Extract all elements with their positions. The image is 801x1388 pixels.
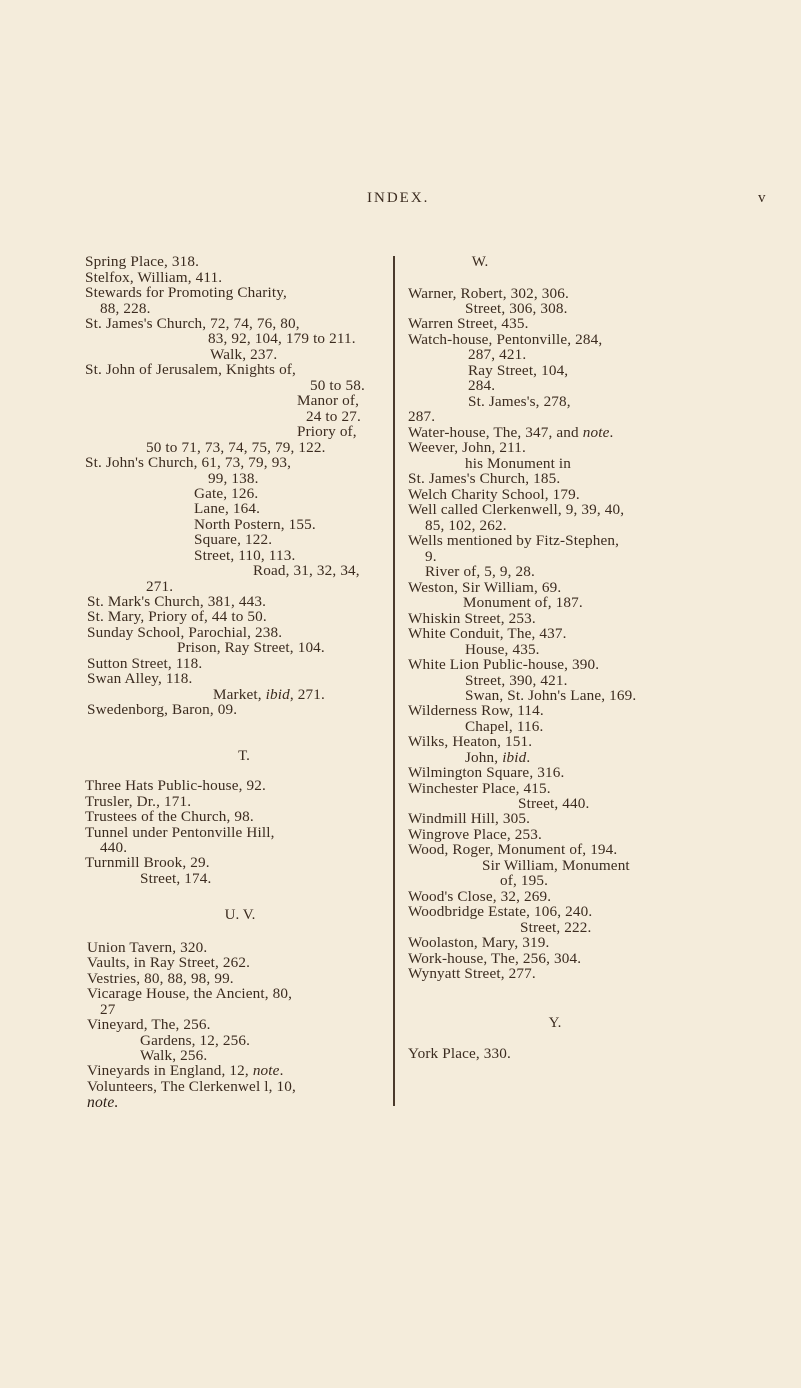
- index-entry: Priory of,: [297, 423, 357, 440]
- index-entry: 9.: [425, 548, 437, 565]
- index-entry: Walk, 256.: [140, 1047, 208, 1064]
- index-entry: John, ibid.: [465, 749, 531, 766]
- index-entry: White Conduit, The, 437.: [408, 625, 567, 642]
- index-entry: 50 to 58.: [310, 377, 365, 394]
- index-entry: Ray Street, 104,: [468, 362, 569, 379]
- index-entry: Warner, Robert, 302, 306.: [408, 285, 569, 302]
- index-entry: Wingrove Place, 253.: [408, 826, 542, 843]
- index-entry: Sutton Street, 118.: [87, 655, 203, 672]
- index-entry: Woolaston, Mary, 319.: [408, 934, 550, 951]
- index-entry: Wilderness Row, 114.: [408, 702, 544, 719]
- index-entry: Street, 440.: [518, 795, 590, 812]
- index-entry: 88, 228.: [100, 300, 151, 317]
- index-entry: Street, 222.: [520, 919, 592, 936]
- index-entry: Vaults, in Ray Street, 262.: [87, 954, 251, 971]
- index-entry: Weever, John, 211.: [408, 439, 526, 456]
- index-entry: note.: [87, 1094, 119, 1111]
- index-entry: Whiskin Street, 253.: [408, 610, 536, 627]
- index-entry: St. John's Church, 61, 73, 79, 93,: [85, 454, 292, 471]
- index-entry: Street, 306, 308.: [465, 300, 568, 317]
- index-entry: Street, 174.: [140, 870, 212, 887]
- index-entry: 27: [100, 1001, 116, 1018]
- index-entry: Water-house, The, 347, and note.: [408, 424, 614, 441]
- index-entry: Trustees of the Church, 98.: [85, 808, 254, 825]
- index-entry: St. James's, 278,: [468, 393, 571, 410]
- index-entry: 271.: [146, 578, 174, 595]
- index-entry: Vicarage House, the Ancient, 80,: [87, 985, 293, 1002]
- index-entry: 24 to 27.: [306, 408, 361, 425]
- index-entry: 99, 138.: [208, 470, 259, 487]
- index-entry: Square, 122.: [194, 531, 273, 548]
- index-entry: Union Tavern, 320.: [87, 939, 208, 956]
- index-entry: Wynyatt Street, 277.: [408, 965, 536, 982]
- column-divider: [393, 256, 395, 1106]
- index-entry: Street, 110, 113.: [194, 547, 296, 564]
- index-entry: White Lion Public-house, 390.: [408, 656, 600, 673]
- index-entry: Watch-house, Pentonville, 284,: [408, 331, 603, 348]
- index-entry: Lane, 164.: [194, 500, 261, 517]
- index-entry: Wilmington Square, 316.: [408, 764, 565, 781]
- index-entry: St. James's Church, 185.: [408, 470, 561, 487]
- index-entry: Vineyard, The, 256.: [87, 1016, 211, 1033]
- index-entry: 50 to 71, 73, 74, 75, 79, 122.: [146, 439, 326, 456]
- index-entry: Three Hats Public-house, 92.: [85, 777, 266, 794]
- index-entry: Street, 390, 421.: [465, 672, 568, 689]
- index-entry: 284.: [468, 377, 496, 394]
- index-entry: Woodbridge Estate, 106, 240.: [408, 903, 593, 920]
- section-heading-t: T.: [238, 748, 250, 764]
- index-entry: Wells mentioned by Fitz-Stephen,: [408, 532, 620, 549]
- index-entry: Road, 31, 32, 34,: [253, 562, 360, 579]
- index-entry: York Place, 330.: [408, 1045, 511, 1062]
- page-number: v: [758, 190, 768, 206]
- index-entry: Walk, 237.: [210, 346, 278, 363]
- index-entry: Swan Alley, 118.: [87, 670, 193, 687]
- index-entry: Vineyards in England, 12, note.: [87, 1062, 284, 1079]
- index-entry: 287.: [408, 408, 436, 425]
- index-entry: 83, 92, 104, 179 to 211.: [208, 330, 356, 347]
- index-entry: Well called Clerkenwell, 9, 39, 40,: [408, 501, 625, 518]
- index-entry: Swedenborg, Baron, 09.: [87, 701, 238, 718]
- index-entry: Gate, 126.: [194, 485, 259, 502]
- index-entry: Sunday School, Parochial, 238.: [87, 624, 283, 641]
- index-entry: his Monument in: [465, 455, 572, 472]
- index-entry: Warren Street, 435.: [408, 315, 529, 332]
- index-entry: Vestries, 80, 88, 98, 99.: [87, 970, 234, 987]
- index-entry: Prison, Ray Street, 104.: [177, 639, 325, 656]
- index-entry: Turnmill Brook, 29.: [85, 854, 210, 871]
- index-entry: Winchester Place, 415.: [408, 780, 551, 797]
- index-entry: 287, 421.: [468, 346, 527, 363]
- index-entry: House, 435.: [465, 641, 540, 658]
- index-entry: Monument of, 187.: [463, 594, 583, 611]
- index-entry: Volunteers, The Clerkenwel l, 10,: [87, 1078, 296, 1095]
- index-entry: Swan, St. John's Lane, 169.: [465, 687, 637, 704]
- index-entry: Tunnel under Pentonville Hill,: [85, 824, 275, 841]
- index-entry: 85, 102, 262.: [425, 517, 507, 534]
- index-entry: Work-house, The, 256, 304.: [408, 950, 582, 967]
- index-entry: Chapel, 116.: [465, 718, 544, 735]
- index-entry: Stewards for Promoting Charity,: [85, 284, 287, 301]
- index-entry: Welch Charity School, 179.: [408, 486, 580, 503]
- index-entry: North Postern, 155.: [194, 516, 316, 533]
- index-entry: River of, 5, 9, 28.: [425, 563, 535, 580]
- index-entry: Wood, Roger, Monument of, 194.: [408, 841, 618, 858]
- section-heading-y: Y.: [548, 1015, 562, 1031]
- index-entry: Wood's Close, 32, 269.: [408, 888, 552, 905]
- index-entry: Windmill Hill, 305.: [408, 810, 531, 827]
- index-entry: Stelfox, William, 411.: [85, 269, 223, 286]
- section-heading-w: W.: [471, 254, 489, 270]
- section-heading-uv: U. V.: [224, 907, 256, 923]
- index-entry: Trusler, Dr., 171.: [85, 793, 192, 810]
- index-entry: St. John of Jerusalem, Knights of,: [85, 361, 296, 378]
- index-entry: Spring Place, 318.: [85, 253, 200, 270]
- index-entry: 440.: [100, 839, 128, 856]
- index-entry: Wilks, Heaton, 151.: [408, 733, 533, 750]
- index-entry: Weston, Sir William, 69.: [408, 579, 562, 596]
- index-entry: St. Mary, Priory of, 44 to 50.: [87, 608, 267, 625]
- index-entry: of, 195.: [500, 872, 549, 889]
- running-header-title: INDEX.: [367, 190, 430, 206]
- index-entry: Manor of,: [297, 392, 360, 409]
- index-entry: Gardens, 12, 256.: [140, 1032, 251, 1049]
- index-entry: Sir William, Monument: [482, 857, 630, 874]
- index-entry: Market, ibid, 271.: [213, 686, 325, 703]
- index-entry: St. Mark's Church, 381, 443.: [87, 593, 267, 610]
- index-entry: St. James's Church, 72, 74, 76, 80,: [85, 315, 300, 332]
